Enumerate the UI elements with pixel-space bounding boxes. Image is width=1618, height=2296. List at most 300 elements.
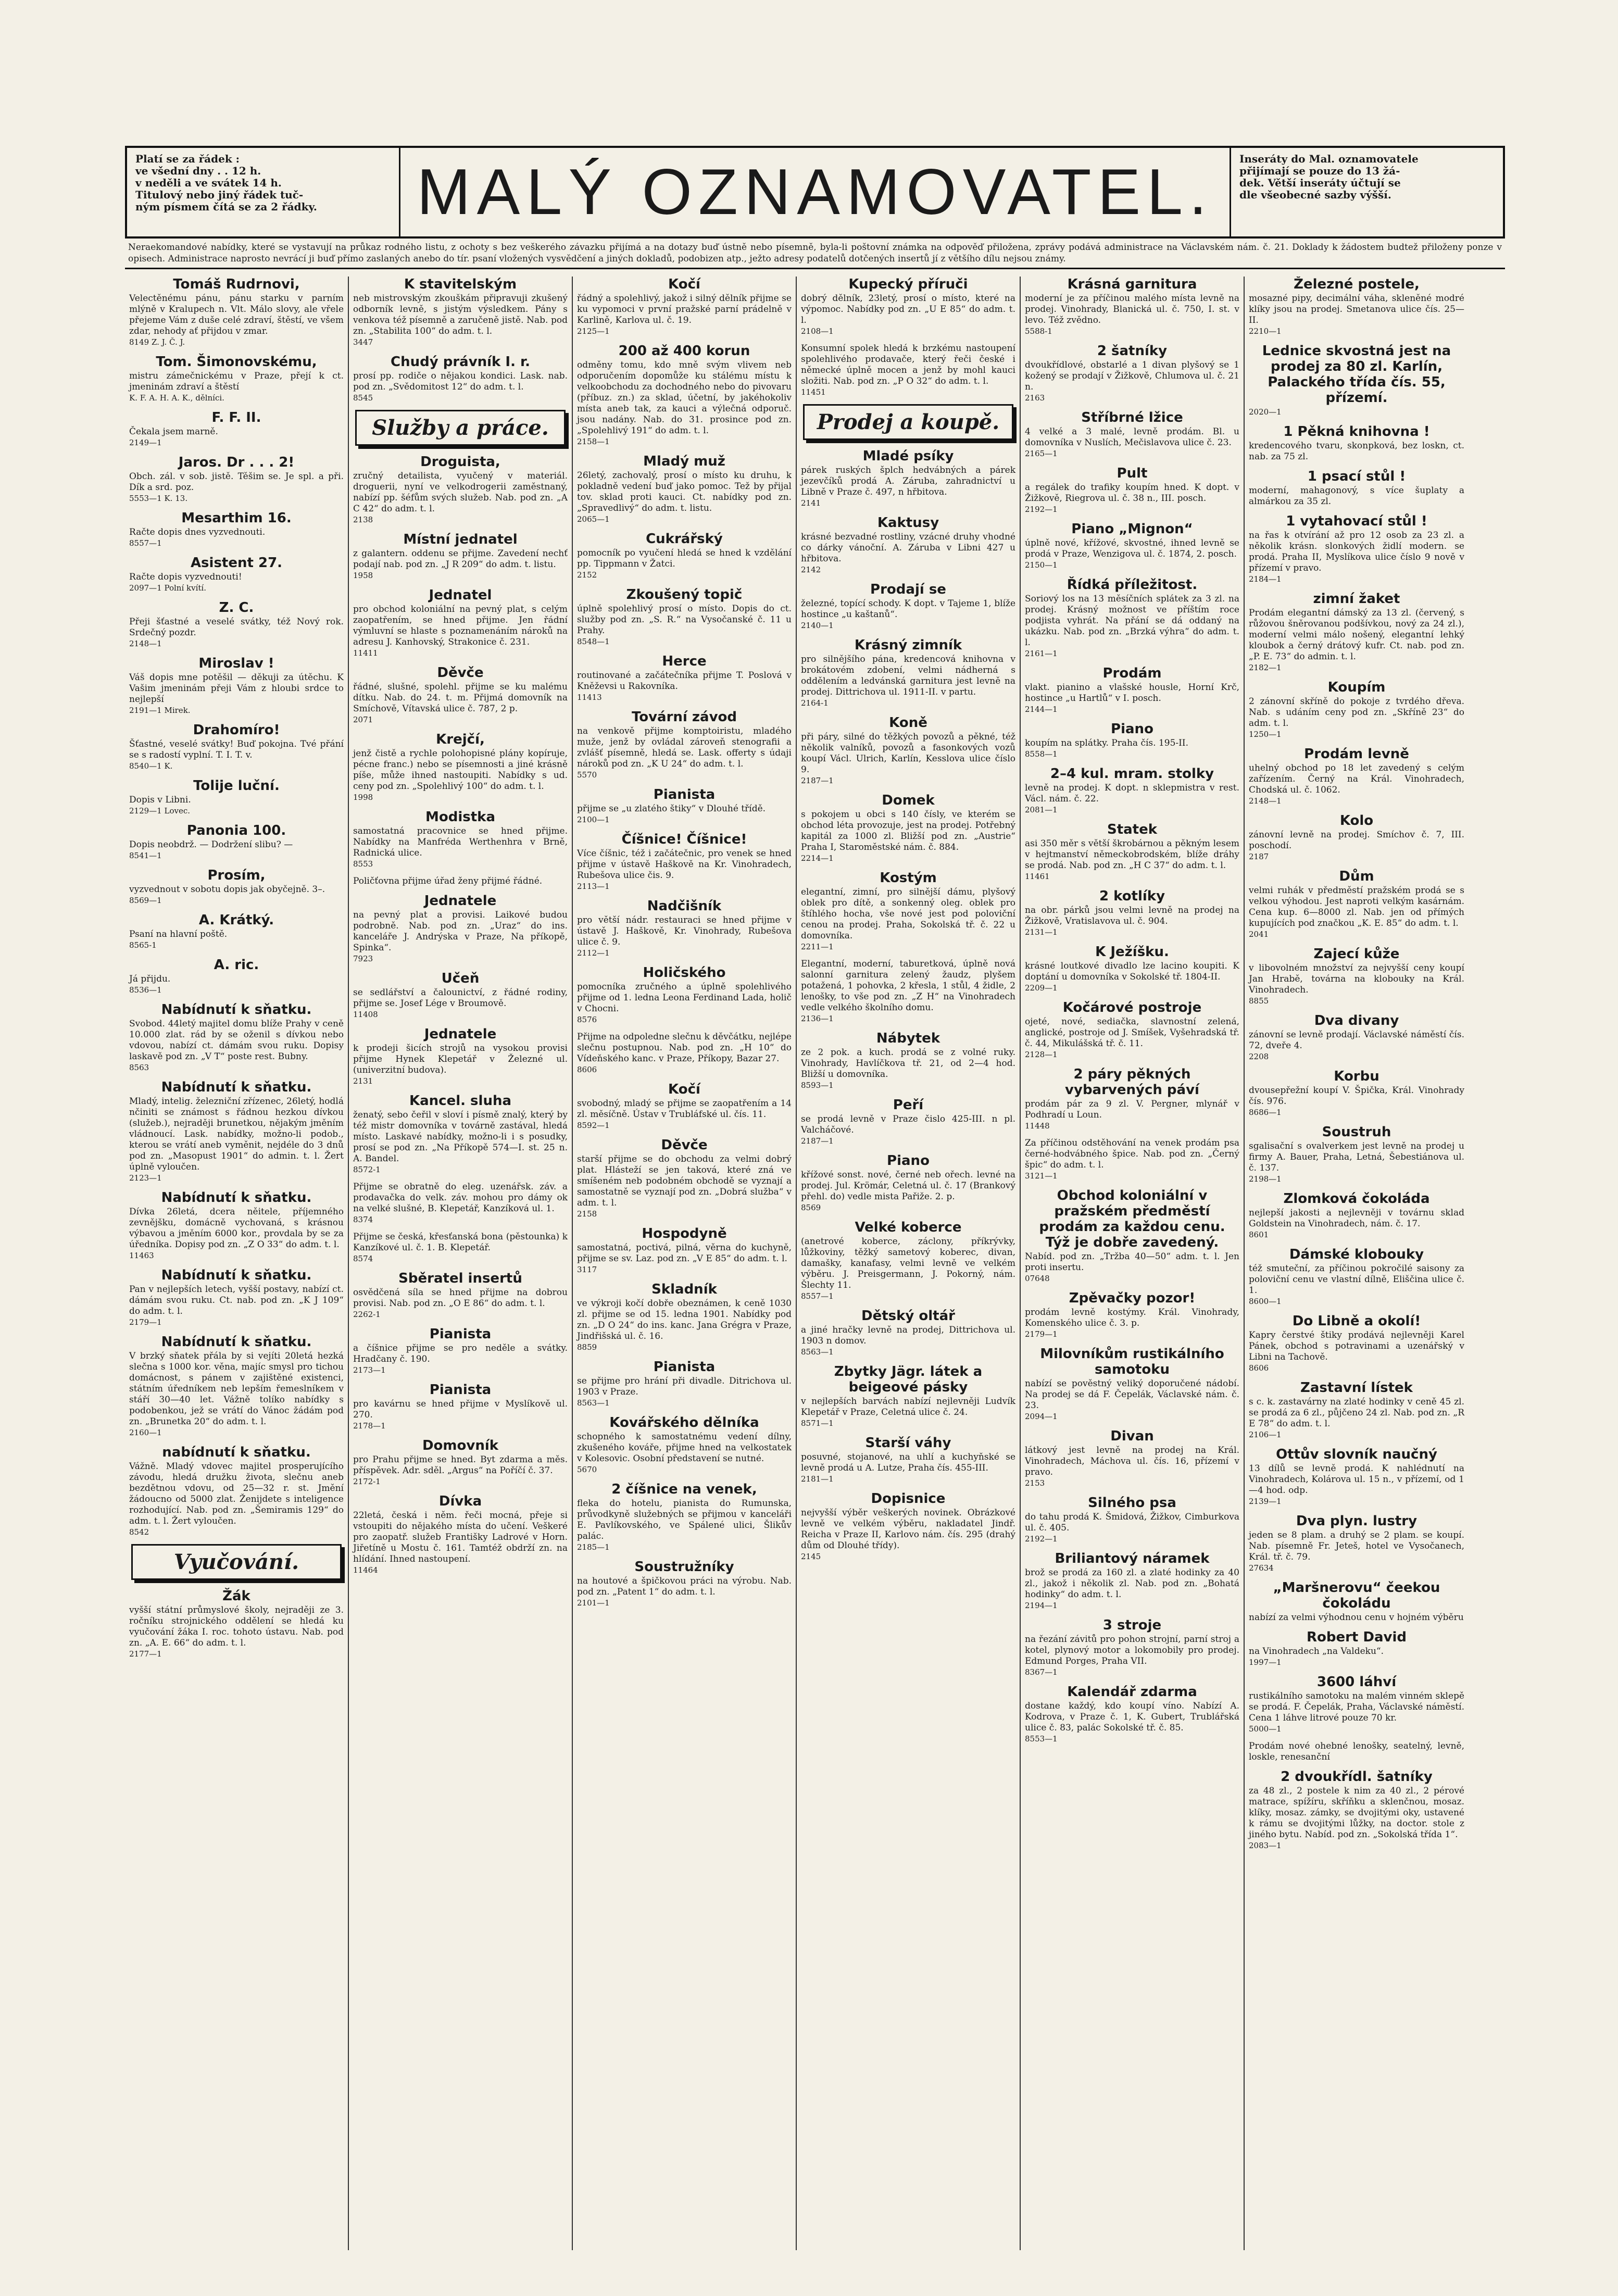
ad-column [125, 277, 349, 2250]
rates-line: Platí se za řádek : [135, 153, 240, 165]
ad-title: Řídká příležitost. [1067, 577, 1198, 593]
ad-reference: 2158 [577, 1209, 597, 1219]
ad-text: 26letý, zachovalý, prosí o místo ku druhu, k pokladně vedení buď jako pomoc. Tež by přijal tov. sklad proti kauci. Ct. nabídky pod zn. „Spravedlivý“ do adm. t. listu. [577, 470, 792, 513]
classified-ad [1249, 1580, 1464, 1623]
ad-title: Ottův slovník naučný [1276, 1447, 1437, 1462]
ad-title: Pult [1117, 466, 1148, 481]
ad-text: na pevný plat a provisi. Laikové budou podrobně. Nab. pod zn. „Uraz“ do ins. kanceláře J. Andrýska v Praze, Na příkopě, Spinka“. [353, 910, 568, 953]
classified-ad [1025, 410, 1239, 459]
ad-reference: 2081—1 [1025, 805, 1058, 814]
ad-title: Obchod koloniální v pražském předměstí prodám za každou cenu. Týž je dobře zavedený. [1039, 1188, 1225, 1250]
ad-text: fleka do hotelu, pianista do Rumunska, průvodkyně služebných se přijmou v kanceláři E. Pavlíkovského, ve Spálené ulici, Šlikův palác. [577, 1498, 792, 1541]
ad-text: do tahu prodá K. Šmidová, Žižkov, Cimburkova ul. č. 405. [1025, 1512, 1239, 1533]
ad-reference: 8563 [129, 1063, 149, 1072]
ad-title: Sběratel insertů [398, 1271, 522, 1286]
ad-title: Děvče [437, 665, 484, 681]
ad-text: s pokojem u obci s 140 čísly, ve kterém se obchod léta provozuje, jest na prodej. Potřebný kapitál za 1000 zl. Bližší pod zn. „Austrie“ Praha I, Staroměstské nám. č. 884. [801, 809, 1015, 852]
ad-reference: 2145 [801, 1552, 821, 1561]
ad-reference: 8606 [1249, 1363, 1269, 1373]
ad-reference: 2071 [353, 715, 373, 724]
classified-ad [801, 637, 1015, 709]
classified-ad [801, 870, 1015, 952]
ad-reference: 2108—1 [801, 327, 834, 336]
ad-text: jeden se 8 plam. a druhý se 2 plam. se koupí. Nab. písemně Fr. Jeteš, hotel ve Vysočanech, Král. tř. č. 79. [1249, 1530, 1464, 1562]
rates-line: ve všední dny . . 12 h. [135, 165, 261, 177]
classified-ad [353, 1494, 568, 1576]
ad-reference: 2149—1 [129, 438, 162, 447]
ad-title: Nábytek [876, 1031, 940, 1046]
ad-text: Já přijdu. [129, 974, 171, 984]
ad-reference: 8541—1 [129, 851, 162, 860]
ad-title: Krásný zimník [854, 637, 962, 653]
ad-reference: 2214—1 [801, 854, 834, 863]
ad-reference: 2178—1 [353, 1421, 386, 1431]
classified-ad [1249, 343, 1464, 418]
classified-ad [801, 1153, 1015, 1213]
ad-title: 2 kotlíky [1099, 888, 1165, 904]
ad-text: pomocníka zručného a úplně spolehlivého přijme od 1. ledna Leona Ferdinand Lada, holič v Chocni. [577, 982, 792, 1014]
ad-text: Soriový los na 13 měsíčních splátek za 3 zl. na prodej. Krásný možnost ve příštím roce podjista vyhrát. Na přání se dá oddaný na ukázku. Nab. pod zn. „Brzká výhra“ do adm. t. l. [1025, 594, 1239, 648]
ad-reference: 2041 [1249, 930, 1269, 939]
section-heading: Vyučování. [131, 1544, 342, 1580]
ad-text: rustikálního samotoku na malém vinném sklepě se prodá. F. Čepelák, Praha, Václavské náměstí. Cena 1 láhve litrové pouze 70 kr. [1249, 1691, 1464, 1723]
submission-line: dle všeobecné sazby výšší. [1239, 189, 1391, 201]
ad-reference: 2187—1 [801, 1136, 834, 1146]
ad-title: Lednice skvostná jest na prodej za 80 zl. Karlín, Palackého třída čís. 55, přízemí. [1262, 343, 1451, 406]
ad-text: schopného k samostatnému vedení dílny, zkušeného kováře, přijme hned na velkostatek v Kolesovic. Osobní představení se nutné. [577, 1432, 792, 1464]
ad-text: úplně spolehlivý prosí o místo. Dopis do ct. služby pod zn. „S. R.“ na Vysočanské č. 11 u Prahy. [577, 604, 792, 636]
ad-reference: 8374 [353, 1215, 373, 1224]
ad-reference: 5588-1 [1025, 327, 1052, 336]
newspaper-page [125, 146, 1505, 2250]
ad-title: 2 páry pěkných vybarvených páví [1065, 1067, 1199, 1098]
classified-ad [577, 1282, 792, 1353]
ad-reference: 2192—1 [1025, 505, 1058, 514]
classified-ad [353, 876, 568, 887]
ad-text: pro kavárnu se hned přijme v Myslíkově ul. 270. [353, 1399, 568, 1420]
ad-text: routinované a začátečníka přijme T. Poslová v Kněževsi u Rakovníka. [577, 670, 792, 692]
ad-title: Domek [882, 793, 935, 808]
classified-ad [1025, 1617, 1239, 1678]
ad-text: samostatná pracovnice se hned přijme. Nabídky na Manfréda Werthenhra v Brně, Radnická ulice. [353, 826, 568, 858]
classified-ad [353, 1271, 568, 1320]
ad-reference: 2177—1 [129, 1649, 162, 1659]
ad-title: Nabídnutí k sňatku. [161, 1334, 312, 1350]
ad-reference: 2065—1 [577, 515, 610, 524]
ad-title: Kostým [880, 870, 937, 886]
ad-column [1021, 277, 1245, 2250]
ad-title: Zkoušený topič [626, 587, 743, 603]
ad-column [573, 277, 797, 2250]
ad-reference: 8540—1 K. [129, 761, 173, 771]
section-heading: Prodej a koupě. [803, 404, 1013, 440]
classified-ad [129, 823, 344, 861]
ad-title: Pianista [653, 787, 716, 802]
ad-title: Korbu [1334, 1069, 1379, 1084]
ad-title: Jaros. Dr . . . 2! [178, 455, 295, 470]
ad-reference: 2128—1 [1025, 1050, 1058, 1059]
ad-reference: 2142 [801, 565, 821, 574]
ad-title: Piano [1111, 721, 1153, 737]
ad-reference: 2164-1 [801, 698, 829, 708]
ad-title: Dopisnice [871, 1491, 946, 1507]
ad-text: mistru zámečnickému v Praze, přejí k ct. jmeninám zdraví a štěstí [129, 371, 344, 392]
classified-ad [129, 455, 344, 504]
ad-text: Váš dopis mne potěšil — děkuji za útěchu. K Vašim jmeninám přeji Vám z hloubi srdce to nejlepší [129, 672, 344, 705]
classified-ad [129, 656, 344, 716]
ad-reference: 2179—1 [1025, 1329, 1058, 1339]
ad-reference: 2094—1 [1025, 1412, 1058, 1421]
classified-ad [1249, 1013, 1464, 1062]
ad-reference: 8859 [577, 1343, 597, 1352]
ad-title: Pianista [653, 1359, 716, 1375]
ad-title: Modistka [425, 809, 495, 825]
ad-reference: 8574 [353, 1254, 373, 1263]
ad-text: asi 350 měr s větší škrobárnou a pěkným lesem v hejtmanství německobrodském, blíže dráhy se prodá. Nab. pod zn. „H C 37“ do adm. t. l. [1025, 838, 1239, 871]
classified-ad [1025, 1428, 1239, 1489]
ad-reference: 8563—1 [577, 1398, 610, 1408]
ad-reference: 11464 [353, 1565, 378, 1575]
ad-reference: 8572-1 [353, 1165, 381, 1174]
ad-title: Peří [893, 1097, 924, 1113]
masthead [125, 146, 1505, 239]
ad-reference: K. F. A. H. A. K., dělníci. [129, 393, 224, 403]
ad-text: pro větší nádr. restauraci se hned přijme v ústavě J. Haškově, Kr. Vinohrady, Rubešova ulice č. 9. [577, 915, 792, 947]
ad-text: dvousepřežní koupí V. Špička, Král. Vinohrady čís. 976. [1249, 1085, 1464, 1107]
ad-title: Herce [662, 654, 707, 669]
classified-ad [1025, 577, 1239, 659]
classified-ad [129, 1268, 344, 1328]
ad-title: Prodám [1102, 666, 1162, 681]
ad-title: Hospodyně [642, 1226, 727, 1241]
classified-ad [129, 1080, 344, 1184]
ad-text: Elegantní, moderní, taburetková, úplně nová salonní garnitura zelený žaudz, plyšem potažená, 1 pohovka, 2 křesla, 1 stůl, 4 židle, 2 lenošky, to vše pod zn. „Z H“ na Vinohradech vedle velkého školního domu. [801, 959, 1015, 1013]
rates-line: Titulový nebo jiný řádek tuč- [135, 189, 304, 201]
classified-ad [129, 778, 344, 817]
ad-reference: 2112—1 [577, 948, 610, 958]
ad-title: Soustruh [1322, 1124, 1391, 1140]
ad-title: K stavitelským [404, 277, 517, 292]
ad-text: ze 2 pok. a kuch. prodá se z volné ruky. Vinohrady, Havlíčkova tř. 21, od 2—4 hod. Bližší u domovníka. [801, 1047, 1015, 1080]
classified-ad [577, 454, 792, 525]
ad-reference: 11463 [129, 1251, 154, 1260]
ad-reference: 8545 [353, 393, 373, 403]
ad-reference: 2144—1 [1025, 705, 1058, 714]
ad-title: Místní jednatel [403, 532, 518, 547]
ad-reference: 2187—1 [801, 776, 834, 785]
classified-ad [353, 1026, 568, 1087]
ad-reference: 2184—1 [1249, 574, 1282, 584]
ad-reference: 2141 [801, 498, 821, 508]
classified-ad [1025, 1138, 1239, 1182]
classified-ad [1249, 469, 1464, 507]
ad-text: z galantern. oddenu se přijme. Zavedení nechť podají nab. pod zn. „J R 209“ do adm. t. listu. [353, 548, 568, 570]
ad-text: řádné, slušné, spolehl. přijme se ku malému dítku. Nab. do 24. t. m. Přijmá domovník na Smíchově, Vítavská ulice č. 787, 2 p. [353, 682, 568, 714]
ad-reference: 11408 [353, 1010, 378, 1019]
ad-text: osvědčená síla se hned přijme na dobrou provisi. Nab. pod zn. „O E 86“ do adm. t. l. [353, 1287, 568, 1309]
classified-ad [1025, 888, 1239, 938]
ad-reference: 2131—1 [1025, 927, 1058, 937]
classified-ad [1249, 1447, 1464, 1507]
ad-text: ženatý, sebo čeřil v sloví i písmě znalý, který by též mistr domovníka v továrně zastával, hledá místo. Laskavé nabídky, možno-li i s posudky, prosí se pod zn. „Na Příkopě 574—I. st. 25 n. A. Bandel. [353, 1110, 568, 1164]
ad-reference: 2173—1 [353, 1365, 386, 1375]
ad-title: A. Krátký. [198, 912, 274, 928]
classified-ad [577, 654, 792, 703]
ad-reference: 5553—1 K. 13. [129, 494, 188, 503]
ad-title: Číšnice! Číšnice! [621, 832, 747, 847]
ad-title: A. ric. [214, 957, 259, 973]
submission-line: přijímají se pouze do 13 žá- [1239, 165, 1400, 177]
ad-reference: 2179—1 [129, 1318, 162, 1327]
ad-reference: 8367—1 [1025, 1667, 1058, 1677]
ad-reference: 11413 [577, 693, 602, 702]
classified-ad [801, 1491, 1015, 1562]
ad-text: Velectěnému pánu, pánu starku v parním mlýně v Kralupech n. Vlt. Málo slovy, ale vřele přejeme Vám z duše celé zdraví, štěstí, ve všem zdar, nehody ať přijdou v zmar. [129, 293, 344, 336]
classified-ad [1249, 591, 1464, 673]
ad-title: Milovníkům rustikálního samotoku [1040, 1346, 1224, 1377]
ad-title: Zbytky Jägr. látek a beigeové pásky [834, 1364, 983, 1395]
section-heading: Služby a práce. [355, 410, 566, 446]
ad-title: Koupím [1327, 680, 1386, 695]
classified-ad [1249, 277, 1464, 337]
ad-text: Kapry čerstvé štiky prodává nejlevněji Karel Pánek, obchod s potravinami a uzenářský v Libni na Tachově. [1249, 1330, 1464, 1362]
classified-ad [1249, 680, 1464, 740]
ad-text: elegantní, zimní, pro silnější dámu, plyšový oblek pro dítě, a sonkenný oleg. oblek pro štíhlého hocha, vše nové jest pod poloviční cenou na prodej. Praha, Sokolská tř. č. 22 u domovníka. [801, 887, 1015, 941]
classified-ad [577, 832, 792, 892]
classified-ad [129, 912, 344, 951]
ad-title: Dva plyn. lustry [1296, 1513, 1418, 1529]
classified-ad [1249, 1769, 1464, 1851]
classified-ad [801, 715, 1015, 786]
ad-text: zánovní levně na prodej. Smíchov č. 7, III. poschodí. [1249, 830, 1464, 851]
ad-title: Dům [1339, 869, 1374, 884]
submission-line: dek. Větší inseráty účtují se [1239, 177, 1401, 189]
ad-reference: 2211—1 [801, 942, 834, 951]
ad-title: Kalendář zdarma [1067, 1684, 1197, 1700]
classified-ad [1025, 1290, 1239, 1340]
ad-reference: 8569—1 [129, 896, 162, 905]
ad-title: Mesarthim 16. [181, 510, 292, 526]
ad-reference: 2194—1 [1025, 1601, 1058, 1610]
ad-title: Nabídnutí k sňatku. [161, 1268, 312, 1283]
ad-title: Piano „Mignon“ [1071, 521, 1193, 537]
ad-title: Silného psa [1088, 1495, 1176, 1511]
ad-reference: 5670 [577, 1465, 597, 1474]
ad-text: posuvné, stojanové, na uhlí a kuchyňské se levně prodá u A. Lutze, Praha čís. 455-III. [801, 1452, 1015, 1473]
ad-reference: 2198—1 [1249, 1174, 1282, 1184]
ad-text: V brzký sňatek přála by si vejíti 20letá hezká slečna s 1000 kor. věna, majíc smysl pro tichou domácnost, s pánem v zajištěné existenci, státním úředníkem neb lepším řemeslníkem v stáří 30—40 let. Vážně tolíko nabídky s podobenkou, jež se vrátí do Vánoc žádám pod zn. „Brunetka 20“ do adm. t. l. [129, 1351, 344, 1427]
ad-title: Chudý právník I. r. [391, 354, 530, 370]
ad-reference: 2138 [353, 515, 373, 524]
ad-text: přijme se „u zlatého štiky“ v Dlouhé třídě. [577, 804, 766, 814]
classified-ad [577, 965, 792, 1025]
ad-reference: 8565-1 [129, 940, 157, 950]
classified-ad [1025, 1551, 1239, 1611]
ad-text: vyšší státní průmyslové školy, nejraději ze 3. ročníku strojnického oddělení se hledá ku vyučování žáka I. roc. tohoto ústavu. Nab. pod zn. „A. E. 66“ do adm. t. l. [129, 1605, 344, 1648]
ad-text: uhelný obchod po 18 let zavedený s celým zařízením. Černý na Král. Vinohradech, Chodská ul. č. 1062. [1249, 763, 1464, 795]
ad-title: Drahomíro! [193, 722, 280, 738]
ad-text: vlakt. pianino a vlašské housle, Horní Krč, hostince „u Hartlů“ v I. posch. [1025, 682, 1239, 704]
ad-text: Konsumní spolek hledá k brzkému nastoupení spolehlivého prodavače, který řeči české i německé úplně mocen a jenž by mohl kauci složiti. Nab. pod zn. „P O 32“ do adm. t. l. [801, 343, 1015, 386]
classified-ad [353, 454, 568, 525]
classified-ad [129, 868, 344, 906]
ad-text: 13 dílů se levně prodá. K nahlédnutí na Vinohradech, Kolárova ul. 15 n., v přízemí, od 1—4 hod. odp. [1249, 1463, 1464, 1496]
ad-text: Více číšnic, též i začátečnic, pro venek se hned přijme v ústavě Haškově na Kr. Vinohradech, Rubešova ulice čis. 9. [577, 848, 792, 881]
classified-ad [1025, 1495, 1239, 1545]
classified-ad [1025, 944, 1239, 994]
ad-title: 3600 láhví [1316, 1674, 1397, 1690]
ad-reference: 8553 [353, 859, 373, 869]
ad-text: Přijme se obratně do eleg. uzenářsk. záv. a prodavačka do velk. záv. mohou pro dámy ok na velké slušné, B. Klepetář, Kanzíková ul. 1. [353, 1182, 568, 1214]
classified-ad [801, 582, 1015, 631]
ad-title: Tom. Šimonovskému, [156, 354, 317, 370]
ad-reference: 8149 Z. J. Č. J. [129, 337, 185, 347]
ad-title: 1 vytahovací stůl ! [1286, 513, 1427, 529]
ad-reference: 2136—1 [801, 1014, 834, 1023]
classified-ad [577, 531, 792, 581]
ad-text: kredencového tvaru, skonpková, bez loskn, ct. nab. za 75 zl. [1249, 441, 1464, 462]
ad-text: Dopis v Libni. [129, 795, 191, 805]
ad-text: nabízí se pověstný veliký doporučené nádobí. Na prodej se dá F. Čepelák, Václavské nám. č. 23. [1025, 1378, 1239, 1411]
classified-ad [801, 1031, 1015, 1091]
classified-ad [129, 1445, 344, 1538]
classified-ad [1249, 813, 1464, 862]
ad-text: a jiné hračky levně na prodej, Dittrichova ul. 1903 n domov. [801, 1325, 1015, 1346]
ad-title: „Maršnerovu“ čeekou čokoládu [1273, 1580, 1440, 1611]
ad-reference: 5570 [577, 770, 597, 780]
ad-reference: 2083—1 [1249, 1841, 1282, 1850]
ad-title: 2 dvoukřídl. šatníky [1281, 1769, 1433, 1785]
ad-column [797, 277, 1021, 2250]
classified-ad [801, 959, 1015, 1024]
ad-reference: 2160—1 [129, 1428, 162, 1437]
ad-title: Stříbrné lžice [1081, 410, 1183, 425]
submission-box [1230, 148, 1503, 236]
classified-ad [1249, 1247, 1464, 1307]
ad-text: Dopis neobdrž. — Dodržení slibu? — [129, 839, 293, 850]
ad-reference: 8557—1 [801, 1291, 834, 1301]
classified-ad [1249, 424, 1464, 462]
classified-ad [1249, 1513, 1464, 1574]
ad-text: dostane každý, kdo koupí víno. Nabízí A. Kodrova, v Praze č. 1, K. Gubert, Trublářská ulice č. 83, palác Sokolské tř. č. 85. [1025, 1701, 1239, 1733]
ad-text: ojeté, nové, sediačka, slavnostní zelená, anglické, postroje od J. Smíšek, Vyšehradská tř. č. 44, Mikulášská tř. č. 11. [1025, 1017, 1239, 1049]
ad-reference: 8855 [1249, 996, 1269, 1006]
ad-title: Kolo [1339, 813, 1374, 829]
ad-title: Holičského [643, 965, 726, 981]
ad-text: a číšnice přijme se pro neděle a svátky. Hradčany č. 190. [353, 1343, 568, 1364]
ad-title: Z. C. [219, 600, 254, 616]
ad-title: Žák [222, 1588, 250, 1604]
ad-title: Nabídnutí k sňatku. [161, 1080, 312, 1095]
ad-text: též smuteční, za příčinou pokročilé saisony za poloviční cenu ve vlastní dílně, Eliščina ulice č. 1. [1249, 1263, 1464, 1296]
ad-text: prodám pár za 9 zl. V. Pergner, mlynář v Podhradí u Loun. [1025, 1099, 1239, 1120]
ad-title: Dívka [438, 1494, 482, 1509]
classified-ad [577, 1415, 792, 1475]
ad-reference: 2152 [577, 570, 597, 580]
ad-reference: 7923 [353, 954, 373, 963]
classified-ad [353, 1326, 568, 1376]
ad-title: Prodají se [870, 582, 946, 597]
ad-title: 200 až 400 korun [618, 343, 750, 359]
ad-text: Přeji šťastné a veselé svátky, též Nový rok. Srdečný pozdr. [129, 617, 344, 638]
ad-reference: 2148—1 [1249, 796, 1282, 806]
ad-title: Mladé psíky [862, 448, 954, 464]
classified-ad [353, 1093, 568, 1175]
ad-text: v nejlepších barvách nabízí nejlevněji Ludvík Klepetář v Praze, Celetná ulice č. 24. [801, 1396, 1015, 1417]
ad-text: Prodám nové ohebné lenošky, seatelný, levně, loskle, renesanční [1249, 1741, 1464, 1762]
ad-text: mosazné pipy, decimální váha, skleněné modré klíky jsou na prodej. Smetanova ulice čís. 25—II. [1249, 293, 1464, 325]
ad-title: Kaktusy [877, 515, 939, 531]
classified-ad [801, 1097, 1015, 1147]
ad-title: Prosím, [207, 868, 266, 883]
ad-reference: 8576 [577, 1015, 597, 1024]
ad-title: Kočí [668, 1082, 700, 1097]
ad-reference: 2113—1 [577, 882, 610, 891]
ad-title: 1 psací stůl ! [1307, 469, 1406, 484]
ad-text: a regálek do trafiky koupím hned. K dopt. v Žižkově, Riegrova ul. č. 38 n., III. posch. [1025, 482, 1239, 504]
ad-text: na řezání závitů pro pohon strojní, parní stroj a kotel, plynový motor a lokomobily pro prodej. Edmund Porges, Praha VII. [1025, 1634, 1239, 1666]
ad-reference: 11411 [353, 648, 378, 658]
classified-ad [353, 354, 568, 404]
ad-text: neb mistrovským zkouškám připravuji zkušený odborník levně, s jistým výsledkem. Pány s venkova též písemně a zaručeně jistě. Nab. pod zn. „Stabilita 100“ do adm. t. l. [353, 293, 568, 336]
ad-title: Nabídnutí k sňatku. [161, 1190, 312, 1206]
ad-reference: 8593—1 [801, 1081, 834, 1090]
ad-text: úplně nové, křížové, skvostné, ihned levně se prodá v Praze, Wenzigova ul. č. 1874, 2. posch. [1025, 538, 1239, 559]
classified-ad [129, 1002, 344, 1073]
ad-title: Nabídnutí k sňatku. [161, 1002, 312, 1018]
classified-ad [577, 1082, 792, 1131]
ad-text: odměny tomu, kdo mně svým vlivem neb odporučením dopomůže ku stálému místu k velkoobchodu za dochodného nebo do pivovaru (příbuz. zn.) za sklad, účetní, by jakéhokoliv místa aneb tak, za kauci a výlečná odporuč. jsou nadány. Nab. do 31. prosince pod zn. „Spolehlivý 191“ do adm. t. l. [577, 360, 792, 436]
ad-reference: 8569 [801, 1203, 821, 1212]
ad-text: Svobod. 44letý majitel domu blíže Prahy v ceně 10.000 zlat. rád by se oženil s dívkou nebo vdovou, nabízí ct. dámám svou ruku. Dopisy laskavě pod zn. „V T“ poste rest. Bubny. [129, 1019, 344, 1062]
ad-title: Dva divany [1314, 1013, 1399, 1028]
classified-ad [1025, 343, 1239, 404]
submission-line: Inseráty do Mal. oznamovatele [1239, 153, 1419, 165]
classified-ad [801, 1435, 1015, 1485]
ad-title: Krejčí, [436, 732, 485, 747]
ad-reference: 11461 [1025, 872, 1050, 881]
ad-columns [125, 277, 1505, 2250]
ad-text: pomocník po vyučení hledá se hned k vzdělání pp. Tippmann v Žatci. [577, 548, 792, 569]
classified-ad [577, 1482, 792, 1553]
classified-ad [129, 555, 344, 594]
ad-reference: 11451 [801, 387, 826, 397]
ad-text: k prodeji šicích strojů na vysokou provisi přijme Hynek Klepetář v Železné ul. (univerzitní budova). [353, 1043, 568, 1075]
ad-text: Šťastné, veselé svátky! Buď pokojna. Tvé přání se s radostí vyplní. T. I. T. v. [129, 739, 344, 760]
ad-text: vyzvednout v sobotu dopis jak obyčejně. 3–. [129, 884, 325, 895]
classified-ad [353, 971, 568, 1020]
ad-reference: 2191—1 Mirek. [129, 706, 191, 715]
ad-title: Tomáš Rudrnovi, [173, 277, 300, 292]
ad-title: Kočí [668, 277, 700, 292]
classified-ad [801, 793, 1015, 864]
ad-text: pro Prahu přijme se hned. Byt zdarma a měs. příspěvek. Adr. sděl. „Argus“ na Poříčí č. 37. [353, 1454, 568, 1476]
classified-ad [353, 1232, 568, 1264]
classified-ad [577, 787, 792, 825]
ad-text: Obch. zál. v sob. jistě. Těšim se. Je spl. a při. Dík a srd. poz. [129, 471, 344, 493]
classified-ad [577, 1359, 792, 1409]
ad-title: 1 Pěkná knihovna ! [1283, 424, 1430, 440]
ad-title: 2–4 kul. mram. stolky [1050, 766, 1214, 782]
ad-text: se sedlářství a čalounictví, z řádné rodiny, přijme se. Josef Lége v Broumově. [353, 987, 568, 1009]
classified-ad [353, 893, 568, 964]
ad-title: Skladník [651, 1282, 717, 1297]
ad-title: Divan [1110, 1428, 1154, 1444]
ad-title: 3 stroje [1102, 1617, 1162, 1633]
ad-text: levně na prodej. K dopt. n sklepmistra v rest. Václ. nám. č. 22. [1025, 783, 1239, 804]
ad-text: při páry, silné do těžkých povozů a pěkné, též několik valníků, povozů a fasonkových vozů koupí Václ. Ulrich, Karlín, Kesslova ulice číslo 9. [801, 732, 1015, 775]
ad-text: 2 zánovní skříně do pokoje z tvrdého dřeva. Nab. s udáním ceny pod zn. „Skříně 23“ do adm. t. l. [1249, 696, 1464, 729]
